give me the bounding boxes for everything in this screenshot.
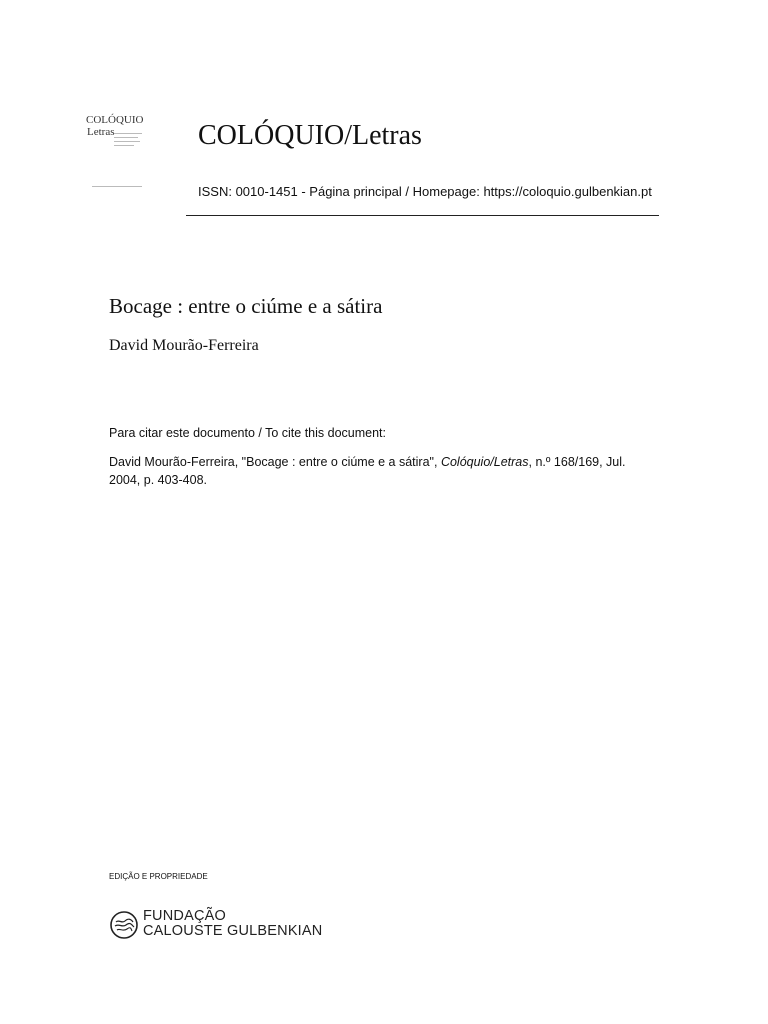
journal-title: COLÓQUIO/Letras	[198, 120, 422, 151]
cover-title: COLÓQUIO	[86, 114, 144, 126]
cover-text-line	[114, 137, 138, 138]
gulbenkian-emblem-icon	[109, 910, 139, 940]
cover-footer-line	[92, 186, 142, 187]
article-title: Bocage : entre o ciúme e a sátira	[109, 294, 383, 318]
cover-text-line	[114, 145, 134, 146]
journal-cover-thumbnail	[84, 112, 144, 190]
issn-homepage-line[interactable]: ISSN: 0010-1451 - Página principal / Homepage: https://coloquio.gulbenkian.pt	[198, 184, 652, 199]
citation-text	[109, 453, 649, 489]
citation-journal: Colóquio/Letras	[440, 455, 529, 469]
publisher-name-line1: FUNDAÇÃO	[143, 908, 226, 924]
citation-heading: Para citar este documento / To cite this document:	[109, 426, 386, 440]
cover-text-line	[114, 133, 142, 134]
header-divider	[186, 215, 659, 216]
cover-text-line	[114, 141, 140, 142]
citation-suffix: , n.º 168/169, Jul. 2004, p. 403-408.	[109, 455, 626, 487]
publisher-label: EDIÇÃO E PROPRIEDADE	[109, 872, 208, 881]
gulbenkian-logo	[109, 908, 323, 942]
citation-prefix: David Mourão-Ferreira, "Bocage : entre o ciúme e a sátira",	[109, 455, 441, 469]
article-author: David Mourão-Ferreira	[109, 337, 259, 354]
cover-subtitle: Letras	[87, 126, 115, 138]
publisher-name-line2: CALOUSTE GULBENKIAN	[143, 923, 323, 939]
